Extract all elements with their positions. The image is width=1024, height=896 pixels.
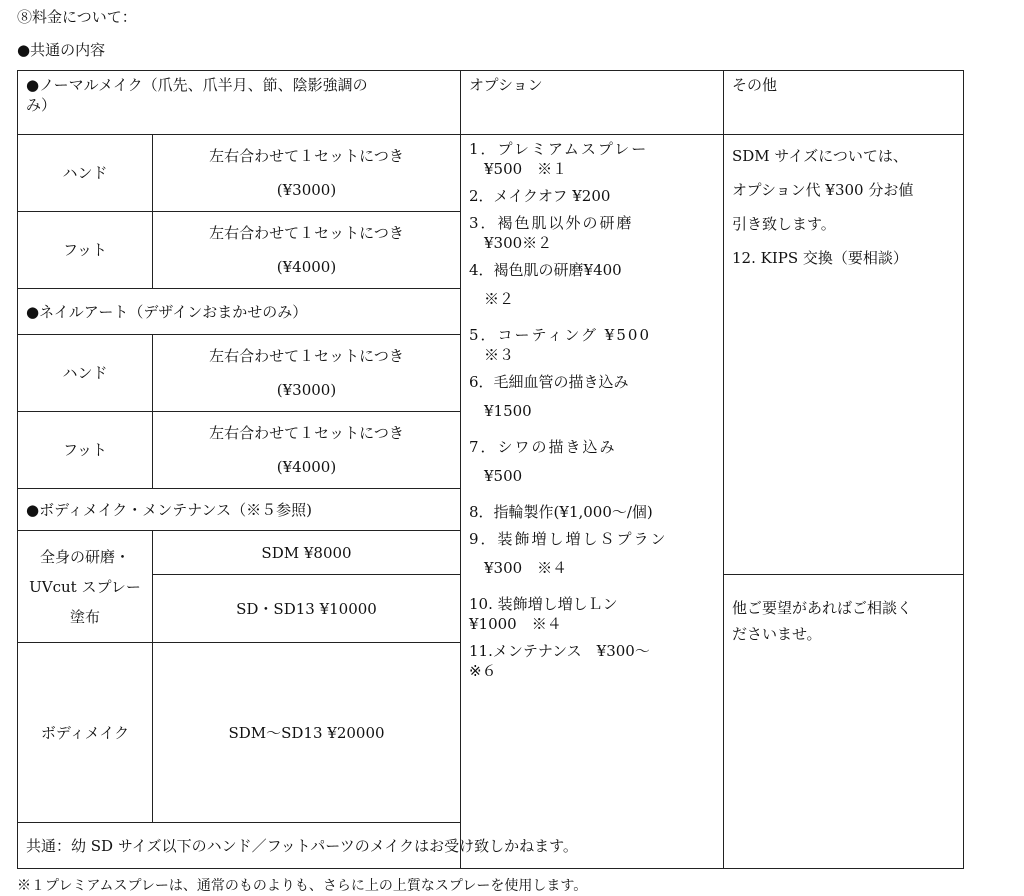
- option-item: 6．毛細血管の描き込み ¥1500: [469, 373, 629, 420]
- table-header-row: [18, 71, 964, 135]
- nail-art-header: ●ネイルアート（デザインおまかせのみ）: [18, 289, 461, 335]
- options-header: オプション: [461, 71, 724, 135]
- option-item: 11.メンテナンス ¥300〜 ※６: [469, 642, 650, 680]
- price-cell: 左右合わせて１セットにつき (¥4000): [153, 212, 461, 289]
- bodymake-price: SDM〜SD13 ¥20000: [153, 643, 461, 823]
- option-item: 7．シワの描き込み ¥500: [469, 438, 617, 485]
- other-header: その他: [724, 71, 964, 135]
- bodymake-label: ボディメイク: [18, 643, 153, 823]
- table-row: [18, 823, 964, 869]
- option-item: 8．指輪製作(¥1,000〜/個): [469, 503, 653, 521]
- part-label: ハンド: [18, 135, 153, 212]
- table-row: [18, 135, 964, 212]
- section-subheading: ●共通の内容: [17, 41, 106, 59]
- part-label: ハンド: [18, 335, 153, 412]
- option-item: 5．コーティング ¥500 ※３: [469, 326, 651, 364]
- option-item: 1．プレミアムスプレー ¥500 ※１: [469, 140, 649, 178]
- part-label: フット: [18, 412, 153, 489]
- part-label: フット: [18, 212, 153, 289]
- option-item: 3．褐色肌以外の研磨 ¥300※２: [469, 214, 634, 252]
- other-notes-top: SDM サイズについては、 オプション代 ¥300 分お値 引き致します。 12. KIPS 交換（要相談）: [724, 135, 964, 575]
- body-make-header: ●ボディメイク・メンテナンス（※５参照): [18, 489, 461, 531]
- option-item: 9．装飾増し増しＳプラン ¥300 ※４: [469, 530, 668, 577]
- polish-price-sdm: SDM ¥8000: [153, 531, 461, 575]
- price-cell: 左右合わせて１セットにつき (¥3000): [153, 335, 461, 412]
- fee-table: [17, 70, 964, 869]
- section-heading: ⑧料金について：: [17, 8, 137, 26]
- footnote: ※１プレミアムスプレーは、通常のものよりも、さらに上の上質なスプレーを使用します。: [17, 878, 588, 894]
- price-cell: 左右合わせて１セットにつき (¥3000): [153, 135, 461, 212]
- polish-price-sd: SD・SD13 ¥10000: [153, 575, 461, 643]
- options-list: [461, 135, 724, 869]
- other-notes-bottom: 他ご要望があればご相談く ださいませ。: [724, 575, 964, 869]
- price-cell: 左右合わせて１セットにつき (¥4000): [153, 412, 461, 489]
- common-note: 共通：幼 SD サイズ以下のハンド／フットパーツのメイクはお受け致しかねます。: [18, 823, 964, 869]
- option-item: 4．褐色肌の研磨¥400 ※２: [469, 261, 622, 308]
- normal-make-header: ●ノーマルメイク（爪先、爪半月、節、陰影強調の み）: [18, 71, 461, 135]
- option-item: 10. 装飾増し増しＬン ¥1000 ※４: [469, 595, 618, 633]
- option-item: 2．メイクオフ ¥200: [469, 187, 611, 205]
- polish-label: 全身の研磨・ UVcut スプレー 塗布: [18, 531, 153, 643]
